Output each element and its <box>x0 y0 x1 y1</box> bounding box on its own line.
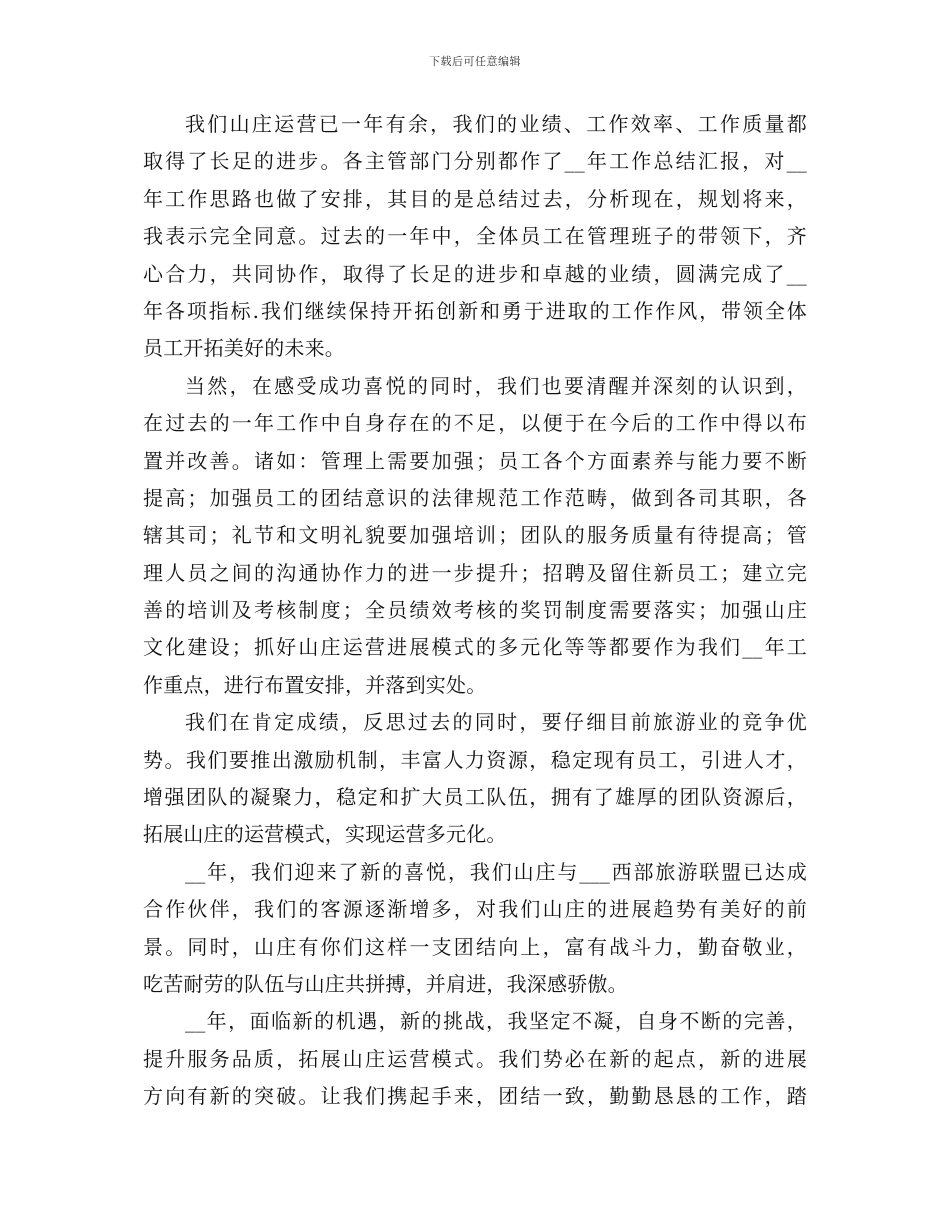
text-line: 合作伙伴，我们的客源逐渐增多，对我们山庄的进展趋势有美好的前 <box>143 897 807 922</box>
text-line: 我们山庄运营已一年有余，我们的业绩、工作效率、工作质量都 <box>185 112 807 136</box>
text-line: 心合力，共同协作，取得了长足的进步和卓越的业绩，圆满完成了__ <box>143 261 807 286</box>
text-line: 善的培训及考核制度；全员绩效考核的奖罚制度需要落实；加强山庄 <box>143 598 807 623</box>
text-line: 我表示完全同意。过去的一年中，全体员工在管理班子的带领下，齐 <box>143 224 807 249</box>
text-line: 置并改善。诸如：管理上需要加强；员工各个方面素养与能力要不断 <box>143 448 807 473</box>
text-line: __年，我们迎来了新的喜悦，我们山庄与___西部旅游联盟已达成 <box>185 859 807 884</box>
text-line: 当然，在感受成功喜悦的同时，我们也要清醒并深刻的认识到， <box>185 373 807 398</box>
document-body <box>143 106 807 1116</box>
text-line: 提升服务品质，拓展山庄运营模式。我们势必在新的起点，新的进展 <box>143 1046 807 1071</box>
text-line: 势。我们要推出激励机制，丰富人力资源，稳定现有员工，引进人才， <box>143 747 807 772</box>
text-line: 文化建设；抓好山庄运营进展模式的多元化等等都要作为我们__年工 <box>143 635 807 660</box>
text-line: 我们在肯定成绩，反思过去的同时，要仔细目前旅游业的竞争优 <box>185 710 807 735</box>
page-header: 下载后可任意编辑 <box>429 55 521 68</box>
text-line: 拓展山庄的运营模式，实现运营多元化。 <box>143 822 507 847</box>
text-line: 吃苦耐劳的队伍与山庄共拼搏，并肩进，我深感骄傲。 <box>143 971 628 996</box>
text-line: 景。同时，山庄有你们这样一支团结向上，富有战斗力，勤奋敬业， <box>143 934 807 959</box>
text-line: 年工作思路也做了安排，其目的是总结过去，分析现在，规划将来， <box>143 186 807 211</box>
text-line: 年各项指标.我们继续保持开拓创新和勇于进取的工作作风，带领全体 <box>143 298 807 323</box>
text-line: 提高；加强员工的团结意识的法律规范工作范畴，做到各司其职，各 <box>143 485 807 510</box>
text-line: 在过去的一年工作中自身存在的不足，以便于在今后的工作中得以布 <box>143 411 807 436</box>
text-line: 方向有新的突破。让我们携起手来，团结一致，勤勤恳恳的工作，踏 <box>143 1084 807 1109</box>
text-line: __年，面临新的机遇，新的挑战，我坚定不凝，自身不断的完善， <box>185 1009 807 1034</box>
text-line: 作重点，进行布置安排，并落到实处。 <box>143 672 487 697</box>
text-line: 员工开拓美好的未来。 <box>143 336 345 361</box>
text-line: 理人员之间的沟通协作力的进一步提升；招聘及留住新员工；建立完 <box>143 560 807 585</box>
text-line: 增强团队的凝聚力，稳定和扩大员工队伍，拥有了雄厚的团队资源后， <box>143 785 807 810</box>
text-line: 取得了长足的进步。各主管部门分别都作了__年工作总结汇报，对__ <box>143 149 807 174</box>
text-line: 辖其司；礼节和文明礼貌要加强培训；团队的服务质量有待提高；管 <box>143 523 807 548</box>
